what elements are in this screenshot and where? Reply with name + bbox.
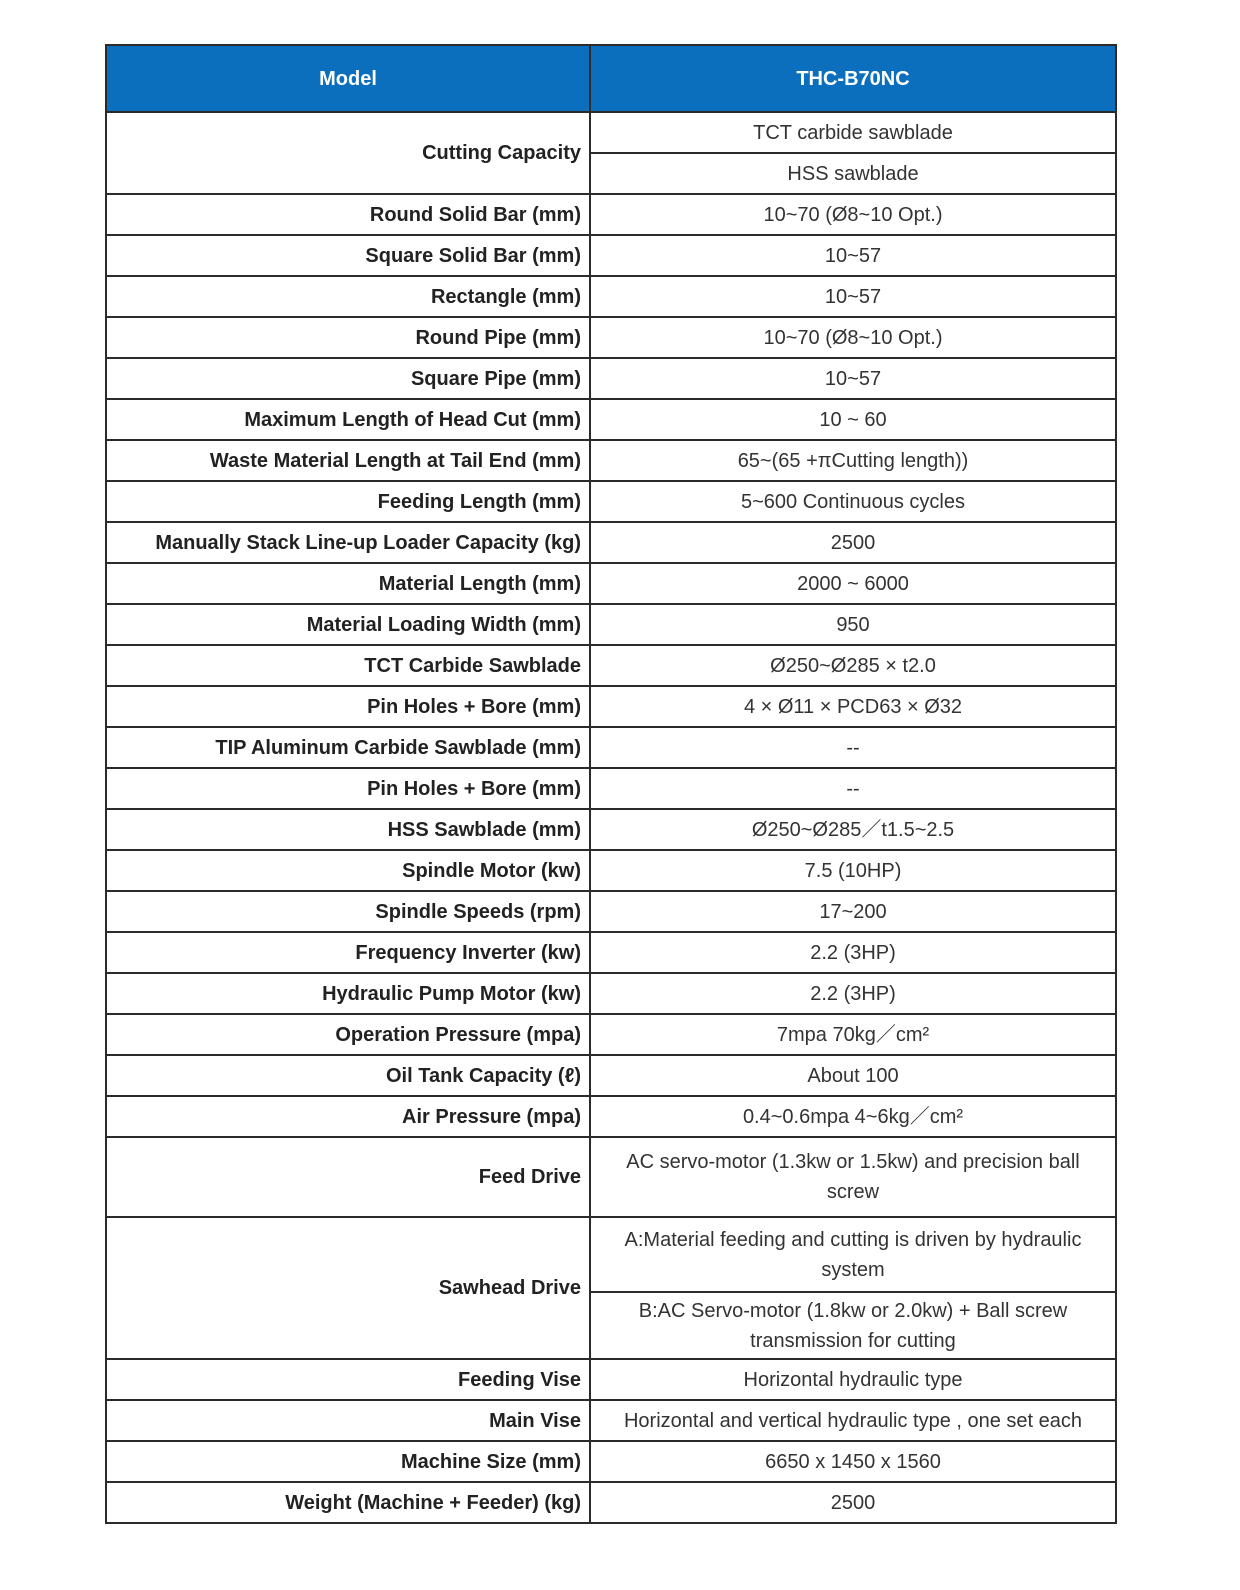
row-value: Ø250~Ø285 × t2.0 [590,645,1116,686]
row-label: Material Loading Width (mm) [106,604,590,645]
table-row [106,850,1116,891]
table-row [106,604,1116,645]
table-row [106,686,1116,727]
row-label: Spindle Motor (kw) [106,850,590,891]
table-row [106,317,1116,358]
table-row [106,522,1116,563]
table-row [106,1137,1116,1217]
row-value: 2500 [590,1482,1116,1523]
table-row [106,1096,1116,1137]
row-value: 7mpa 70kg／cm² [590,1014,1116,1055]
row-label: Machine Size (mm) [106,1441,590,1482]
row-label: Pin Holes + Bore (mm) [106,768,590,809]
row-label: TCT Carbide Sawblade [106,645,590,686]
table-row [106,399,1116,440]
row-value: 0.4~0.6mpa 4~6kg／cm² [590,1096,1116,1137]
table-row [106,276,1116,317]
row-value: -- [590,768,1116,809]
row-value: AC servo-motor (1.3kw or 1.5kw) and precision ball screw [590,1137,1116,1217]
row-label: Main Vise [106,1400,590,1441]
spec-table [105,44,1117,1524]
row-label: Operation Pressure (mpa) [106,1014,590,1055]
row-value: A:Material feeding and cutting is driven by hydraulic system [590,1217,1116,1292]
row-label: Feeding Length (mm) [106,481,590,522]
model-header-label: Model [106,45,590,112]
table-row [106,973,1116,1014]
row-label: Square Solid Bar (mm) [106,235,590,276]
row-label: Air Pressure (mpa) [106,1096,590,1137]
row-label: Square Pipe (mm) [106,358,590,399]
table-row [106,932,1116,973]
row-label: Spindle Speeds (rpm) [106,891,590,932]
table-row [106,112,1116,153]
row-value: TCT carbide sawblade [590,112,1116,153]
table-row [106,440,1116,481]
spec-body [106,112,1116,1523]
table-row [106,358,1116,399]
row-label: Cutting Capacity [106,112,590,194]
row-label: Feed Drive [106,1137,590,1217]
row-label: Hydraulic Pump Motor (kw) [106,973,590,1014]
row-value: 2.2 (3HP) [590,932,1116,973]
table-row [106,563,1116,604]
row-value: 2.2 (3HP) [590,973,1116,1014]
row-label: Round Solid Bar (mm) [106,194,590,235]
table-row [106,727,1116,768]
model-header-value: THC-B70NC [590,45,1116,112]
table-row [106,645,1116,686]
row-value: 4 × Ø11 × PCD63 × Ø32 [590,686,1116,727]
row-value: 2000 ~ 6000 [590,563,1116,604]
table-row [106,1217,1116,1292]
row-value: 10~70 (Ø8~10 Opt.) [590,194,1116,235]
row-value: 17~200 [590,891,1116,932]
row-value: 10~57 [590,358,1116,399]
row-value: 10~70 (Ø8~10 Opt.) [590,317,1116,358]
table-row [106,1441,1116,1482]
row-label: Oil Tank Capacity (ℓ) [106,1055,590,1096]
row-label: Sawhead Drive [106,1217,590,1359]
row-label: Material Length (mm) [106,563,590,604]
row-value: -- [590,727,1116,768]
row-value: 10 ~ 60 [590,399,1116,440]
table-row [106,1482,1116,1523]
table-row [106,481,1116,522]
row-value: About 100 [590,1055,1116,1096]
row-label: HSS Sawblade (mm) [106,809,590,850]
row-value: 10~57 [590,276,1116,317]
row-label: Maximum Length of Head Cut (mm) [106,399,590,440]
row-value: 10~57 [590,235,1116,276]
row-label: Manually Stack Line-up Loader Capacity (kg) [106,522,590,563]
table-row [106,1400,1116,1441]
row-label: Feeding Vise [106,1359,590,1400]
row-label: Waste Material Length at Tail End (mm) [106,440,590,481]
row-value: 2500 [590,522,1116,563]
table-row [106,235,1116,276]
row-value: 5~600 Continuous cycles [590,481,1116,522]
row-value: B:AC Servo-motor (1.8kw or 2.0kw) + Ball screw transmission for cutting [590,1292,1116,1359]
row-label: Pin Holes + Bore (mm) [106,686,590,727]
table-row [106,194,1116,235]
table-row [106,891,1116,932]
row-label: Rectangle (mm) [106,276,590,317]
row-label: Round Pipe (mm) [106,317,590,358]
row-value: HSS sawblade [590,153,1116,194]
table-row [106,809,1116,850]
row-value: Horizontal hydraulic type [590,1359,1116,1400]
header-row [106,45,1116,112]
row-value: Horizontal and vertical hydraulic type , one set each [590,1400,1116,1441]
row-label: TIP Aluminum Carbide Sawblade (mm) [106,727,590,768]
table-row [106,768,1116,809]
row-value: 950 [590,604,1116,645]
table-row [106,1055,1116,1096]
row-label: Frequency Inverter (kw) [106,932,590,973]
row-value: Ø250~Ø285／t1.5~2.5 [590,809,1116,850]
table-row [106,1014,1116,1055]
table-row [106,1359,1116,1400]
row-value: 7.5 (10HP) [590,850,1116,891]
row-label: Weight (Machine + Feeder) (kg) [106,1482,590,1523]
row-value: 6650 x 1450 x 1560 [590,1441,1116,1482]
row-value: 65~(65 +πCutting length)) [590,440,1116,481]
